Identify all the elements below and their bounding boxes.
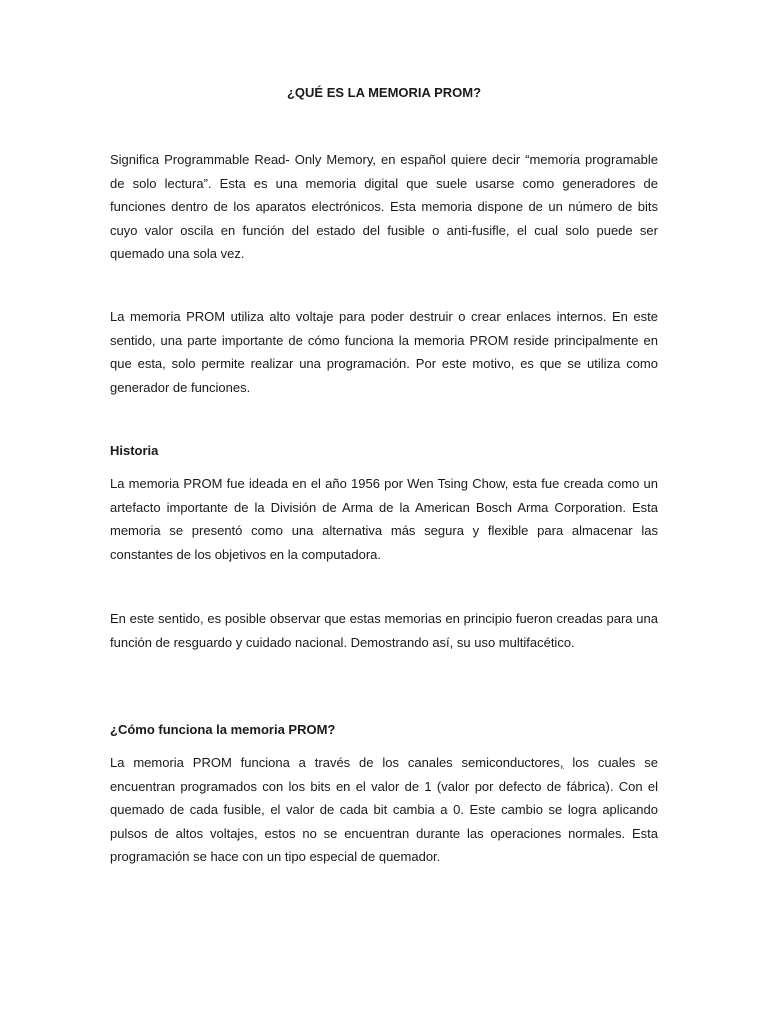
- heading-historia: Historia: [110, 443, 159, 458]
- paragraph-purpose: En este sentido, es posible observar que estas memorias en principio fueron creadas para una función de resguardo y cuidado nacional. Demostrando así, su uso multifacético.: [110, 611, 658, 650]
- page-title: ¿QUÉ ES LA MEMORIA PROM?: [286, 85, 482, 100]
- underlined-comma: ,: [559, 755, 564, 770]
- paragraph-voltage: La memoria PROM utiliza alto voltaje para poder destruir o crear enlaces internos. En este sentido, una parte importante de cómo funciona la memoria PROM reside principalmente en que esta, solo permite realizar una programación. Por este motivo, es que se utiliza como generador de funciones.: [110, 309, 658, 395]
- paragraph-history: La memoria PROM fue ideada en el año 1956 por Wen Tsing Chow, esta fue creada como un artefacto importante de la División de Arma de la American Bosch Arma Corporation. Esta memoria se presentó como una alternativa más segura y flexible para almacenar las constantes de los objetivos en la computadora.: [110, 476, 658, 562]
- paragraph-definition: Significa Programmable Read- Only Memory, en español quiere decir “memoria programable de solo lectura”. Esta es una memoria digital que suele usarse como generadores de funciones dentro de los aparatos electrónicos. Esta memoria dispone de un número de bits cuyo valor oscila en función del estado del fusible o anti-fusifle, el cual solo puede ser quemado una sola vez.: [110, 152, 658, 261]
- paragraph-how-it-works-rest: los cuales se encuentran programados con los bits en el valor de 1 (valor por defecto de fábrica). Con el quemado de cada fusible, el valor de cada bit cambia a 0. Este cambio se logra aplicando pulsos de altos voltajes, estos no se encuentran durante las operaciones normales. Esta programación se hace con un tipo especial de quemador.: [110, 755, 658, 864]
- paragraph-how-it-works: [110, 751, 658, 869]
- paragraph-how-it-works-start: La memoria PROM funciona a través de los canales semiconductores: [110, 755, 560, 770]
- heading-como-funciona: ¿Cómo funciona la memoria PROM?: [110, 722, 336, 737]
